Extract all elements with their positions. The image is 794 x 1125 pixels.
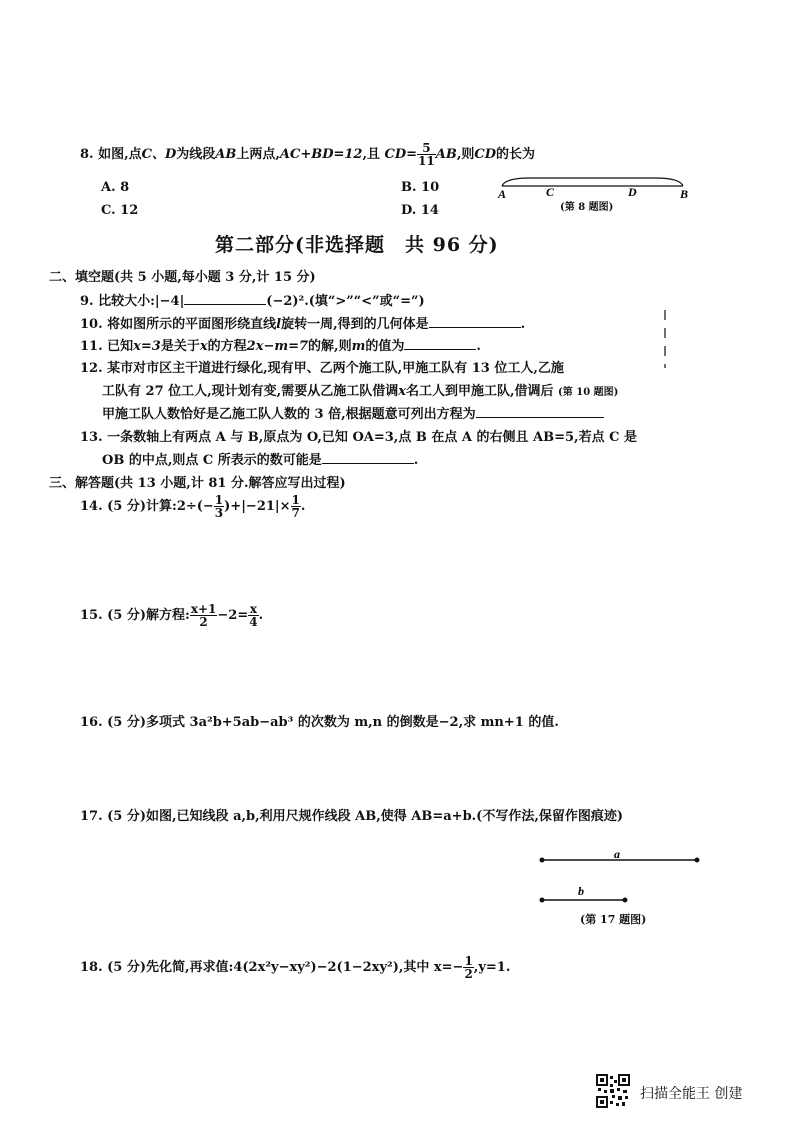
answer-blank[interactable] <box>476 403 604 418</box>
point-b-label: B <box>680 187 689 201</box>
fraction-x-over-4: $\frac{x}{4}$ <box>249 602 258 629</box>
fraction-x-plus-1-over-2: $\frac{x+1}{2}$ <box>190 602 217 629</box>
question-12-line-1: 12. 某市对市区主干道进行绿化,现有甲、乙两个施工队,甲施工队有 13 位工人,乙施 <box>80 361 564 376</box>
section-2-heading: 二、填空题(共 5 小题,每小题 3 分,计 15 分) <box>49 270 316 285</box>
point-c-label: C <box>546 185 555 199</box>
answer-blank[interactable] <box>429 313 521 328</box>
figure-10-line <box>655 308 675 372</box>
fraction-1-7: $\frac{1}{7}$ <box>291 493 300 520</box>
fraction-1-3: $\frac{1}{3}$ <box>214 493 224 520</box>
question-16: 16. (5 分)多项式 3a²b+5ab−ab³ 的次数为 m,n 的倒数是−2,求 mn+1 的值. <box>80 715 559 730</box>
option-b: B. 10 <box>401 180 440 195</box>
fraction-1-2: $\frac{1}{2}$ <box>464 954 473 981</box>
figure-8-caption: (第 8 题图) <box>560 202 614 213</box>
question-12-line-3: 甲施工队人数恰好是乙施工队人数的 3 倍,根据题意可列出方程为 <box>102 403 604 422</box>
point-d-label: D <box>628 185 637 199</box>
question-11: 11. 已知x=3是关于x的方程2x−m=7的解,则m的值为 . <box>80 335 481 354</box>
figure-17-segments <box>530 848 710 908</box>
point-a-label: A <box>498 187 507 201</box>
question-17: 17. (5 分)如图,已知线段 a,b,利用尺规作线段 AB,使得 AB=a+b.(不写作法,保留作图痕迹) <box>80 809 624 824</box>
answer-blank[interactable] <box>322 449 414 464</box>
question-18: 18. (5 分)先化简,再求值:4(2x²y−xy²)−2(1−2xy²),其中 x=− $\frac{1}{2}$ ,y=1. <box>80 954 511 981</box>
question-13-line-2: OB 的中点,则点 C 所表示的数可能是 . <box>102 449 418 468</box>
qr-code-icon <box>596 1074 630 1108</box>
segment-b-start-point <box>540 898 545 903</box>
scanner-watermark-text: 扫描全能王 创建 <box>640 1086 743 1102</box>
option-a: A. 8 <box>101 180 130 195</box>
question-12-line-2: 工队有 27 位工人,现计划有变,需要从乙施工队借调x名工人到甲施工队,借调后 (第 10 题图) <box>102 384 619 399</box>
segment-b-end-point <box>623 898 628 903</box>
figure-10-caption: (第 10 题图) <box>558 387 619 398</box>
question-8: 8. 如图,点C、D为线段AB上两点,AC+BD=12,且 CD= $\frac{5}{11}$ AB,则CD的长为 <box>80 141 535 168</box>
option-c: C. 12 <box>101 203 139 218</box>
arc-bracket <box>502 178 683 186</box>
segment-b-label: b <box>578 884 584 898</box>
question-14: 14. (5 分)计算:2÷(− $\frac{1}{3}$ )+|−21|× $\frac{1}{7}$ . <box>80 493 306 520</box>
part-2-title: 第二部分(非选择题 共 96 分) <box>215 234 499 256</box>
fraction-5-11: $\frac{5}{11}$ <box>418 141 435 168</box>
section-3-heading: 三、解答题(共 13 小题,计 81 分.解答应写出过程) <box>49 476 346 491</box>
segment-a-end-point <box>695 858 700 863</box>
question-13-line-1: 13. 一条数轴上有两点 A 与 B,原点为 O,已知 OA=3,点 B 在点 A 的右侧且 AB=5,若点 C 是 <box>80 430 637 445</box>
question-15: 15. (5 分)解方程: $\frac{x+1}{2}$ −2= $\frac{x}{4}$ . <box>80 602 264 629</box>
segment-a-start-point <box>540 858 545 863</box>
segment-a-label: a <box>614 848 620 861</box>
answer-blank[interactable] <box>404 335 476 350</box>
question-9: 9. 比较大小:|−4| (−2)².(填“>”“<”或“=”) <box>80 290 425 309</box>
option-d: D. 14 <box>401 203 439 218</box>
answer-blank[interactable] <box>184 290 266 305</box>
question-10: 10. 将如图所示的平面图形绕直线l旋转一周,得到的几何体是 . <box>80 313 525 332</box>
figure-17-caption: (第 17 题图) <box>580 913 647 926</box>
